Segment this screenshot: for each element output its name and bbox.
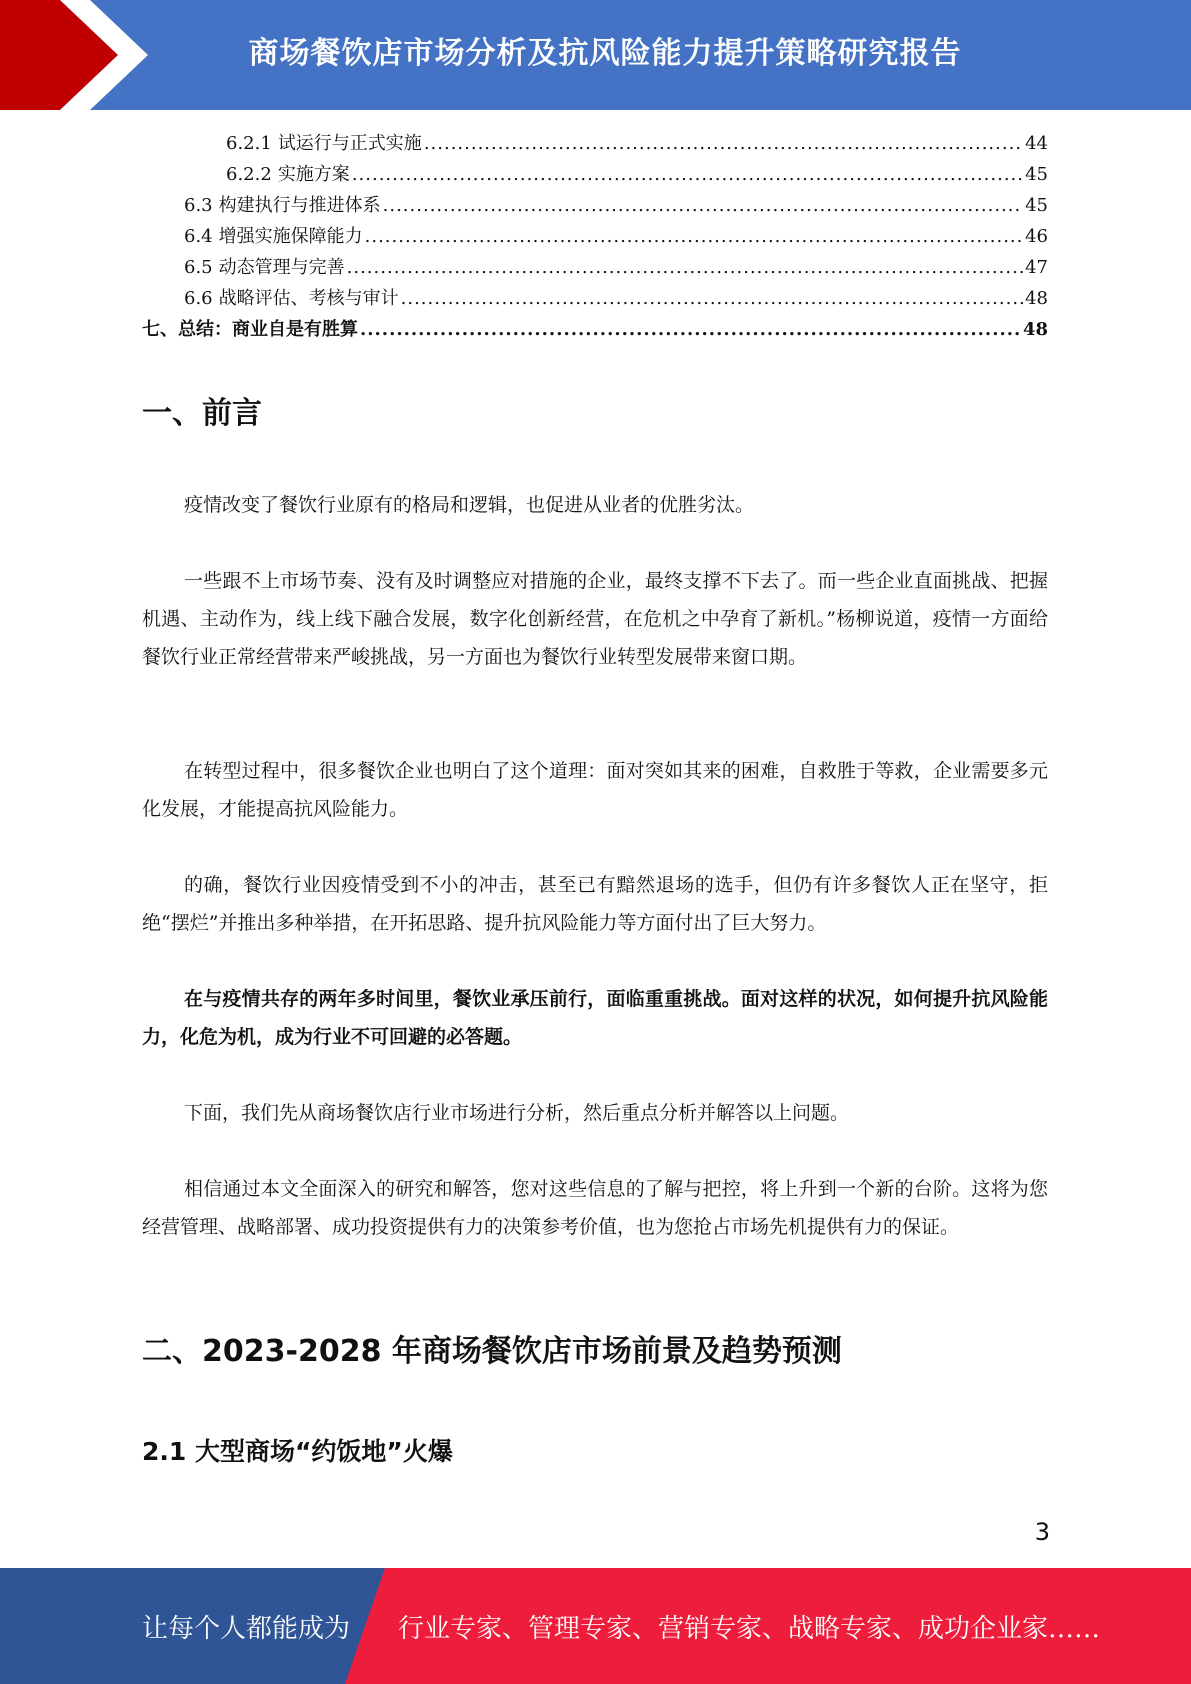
toc-leader-dots (383, 190, 1023, 221)
toc-entry-page: 45 (1025, 164, 1048, 185)
subsection-heading: 2.1 大型商场“约饭地”火爆 (142, 1437, 453, 1466)
body-paragraph: 的确，餐饮行业因疫情受到不小的冲击，甚至已有黯然退场的选手，但仍有许多餐饮人正在坚守，拒绝“摆烂”并推出多种举措，在开拓思路、提升抗风险能力等方面付出了巨大努力。 (142, 874, 1048, 934)
toc-entry-number: 6.6 (184, 288, 213, 309)
body-paragraph: 下面，我们先从商场餐饮店行业市场进行分析，然后重点分析并解答以上问题。 (184, 1102, 850, 1124)
toc-leader-dots (352, 159, 1023, 190)
toc-entry[interactable] (142, 252, 1048, 283)
toc-entry-number: 6.3 (184, 195, 213, 216)
toc-leader-dots (424, 128, 1023, 159)
toc-entry-number: 6.5 (184, 257, 213, 278)
toc-leader-dots (401, 283, 1023, 314)
report-title: 商场餐饮店市场分析及抗风险能力提升策略研究报告 (248, 36, 962, 71)
footer-banner (0, 1568, 1191, 1684)
toc-entry[interactable] (142, 283, 1048, 314)
body-paragraph: 一些跟不上市场节奏、没有及时调整应对措施的企业，最终支撑不下去了。而一些企业直面挑战、把握机遇、主动作为，线上线下融合发展，数字化创新经营，在危机之中孕育了新机。”杨柳说道，疫情一方面给餐饮行业正常经营带来严峻挑战，另一方面也为餐饮行业转型发展带来窗口期。 (142, 570, 1048, 668)
footer-slogan-left: 让每个人都能成为 (142, 1614, 351, 1644)
footer-slogan-right: 行业专家、管理专家、营销专家、战略专家、成功企业家…… (398, 1614, 1101, 1644)
toc-entry[interactable] (142, 314, 1048, 345)
toc-leader-dots (360, 314, 1021, 345)
page-number: 3 (1034, 1518, 1050, 1546)
body-paragraph: 在转型过程中，很多餐饮企业也明白了这个道理：面对突如其来的困难，自救胜于等救，企业需要多元化发展，才能提高抗风险能力。 (142, 760, 1048, 820)
toc-entry-label: 试运行与正式实施 (277, 133, 422, 154)
toc-entry-page: 45 (1025, 195, 1048, 216)
toc-entry-label: 实施方案 (277, 164, 350, 185)
header-banner (0, 0, 1191, 110)
toc-entry-page: 48 (1025, 288, 1048, 309)
toc-entry-page: 44 (1025, 133, 1048, 154)
toc-entry[interactable] (142, 128, 1048, 159)
toc-entry-label: 动态管理与完善 (218, 257, 345, 278)
body-paragraph-emphasis: 在与疫情共存的两年多时间里，餐饮业承压前行，面临重重挑战。面对这样的状况，如何提升抗风险能力，化危为机，成为行业不可回避的必答题。 (142, 988, 1048, 1048)
toc-entry-label: 构建执行与推进体系 (218, 195, 381, 216)
toc-entry-page: 47 (1025, 257, 1048, 278)
toc-entry[interactable] (142, 190, 1048, 221)
section-heading: 一、前言 (142, 396, 262, 431)
toc-entry-page: 46 (1025, 226, 1048, 247)
toc-leader-dots (347, 252, 1023, 283)
toc-leader-dots (365, 221, 1023, 252)
table-of-contents (142, 128, 1048, 345)
body-paragraph: 相信通过本文全面深入的研究和解答，您对这些信息的了解与把控，将上升到一个新的台阶。这将为您经营管理、战略部署、成功投资提供有力的决策参考价值，也为您抢占市场先机提供有力的保证。 (142, 1178, 1048, 1238)
section-heading: 二、2023-2028 年商场餐饮店市场前景及趋势预测 (142, 1334, 842, 1369)
toc-entry-page: 48 (1022, 319, 1048, 340)
toc-entry-label: 战略评估、考核与审计 (218, 288, 399, 309)
toc-entry-number: 6.4 (184, 226, 213, 247)
body-paragraph: 疫情改变了餐饮行业原有的格局和逻辑，也促进从业者的优胜劣汰。 (184, 494, 755, 516)
toc-entry-label: 七、总结：商业自是有胜算 (142, 319, 358, 340)
toc-entry[interactable] (142, 221, 1048, 252)
toc-entry[interactable] (142, 159, 1048, 190)
toc-entry-number: 6.2.1 (226, 133, 272, 154)
toc-entry-number: 6.2.2 (226, 164, 272, 185)
toc-entry-label: 增强实施保障能力 (218, 226, 363, 247)
